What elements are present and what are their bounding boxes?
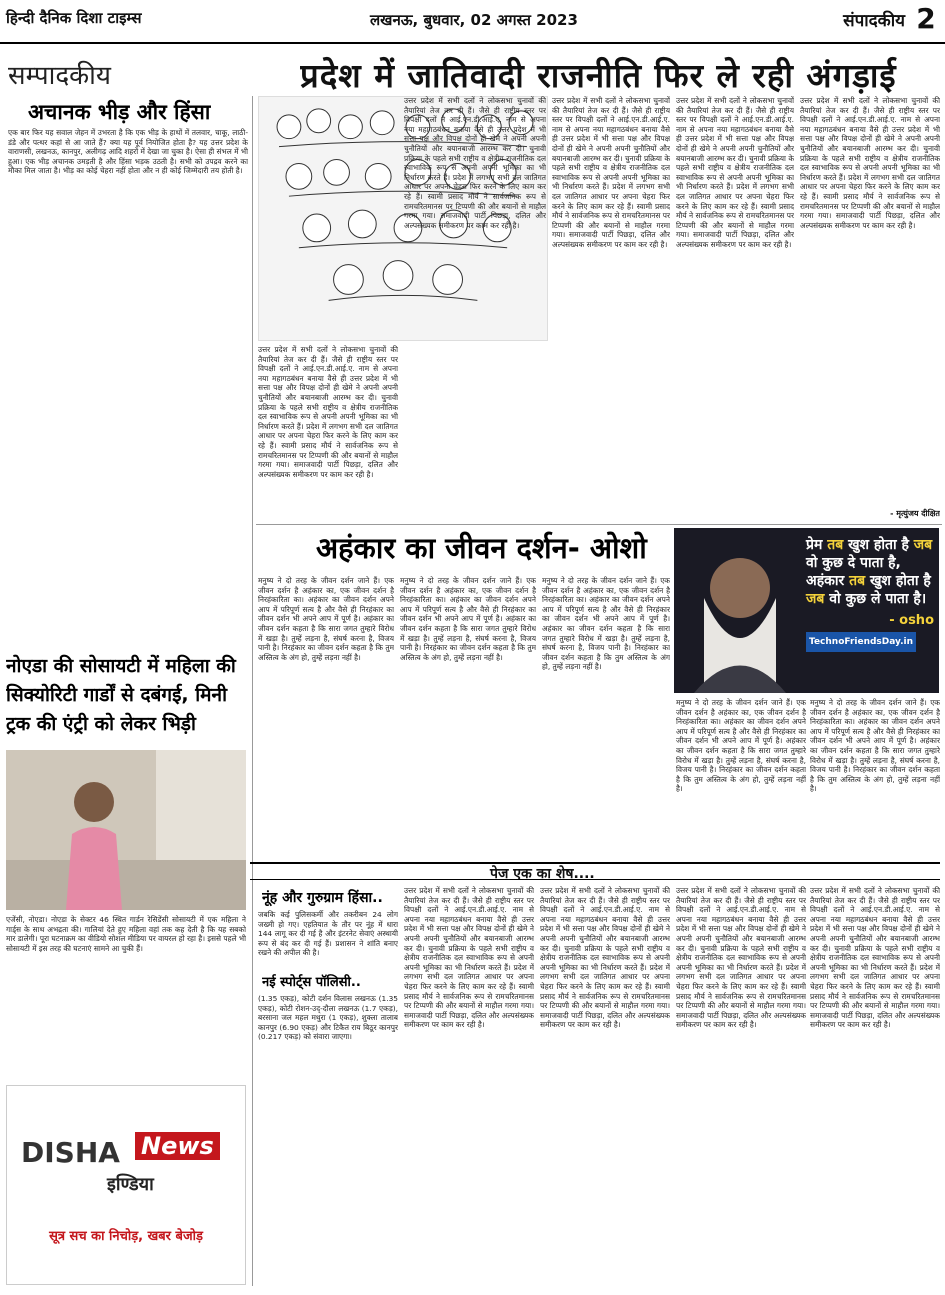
caste-story-byline: - मृत्युंजय दीक्षित <box>890 509 940 518</box>
ad-brand-news: News <box>135 1132 220 1160</box>
continued-col4: उत्तर प्रदेश में सभी दलों ने लोकसभा चुनावों की तैयारियां तेज कर दी हैं। जैसे ही राष्ट्रीय स्तर पर विपक्षी दलों ने आई.एन.डी.आई.ए. नाम से अपना नया महागठबंधन बनाया वैसे ही उत्तर प्रदेश में भी सत्ता पक्ष और विपक्ष दोनों ही खेमे ने अपनी अपनी चुनौतियों और बयानबाजी आरम्भ कर दी। चुनावी प्रक्रिया के पहले सभी राष्ट्रीय व क्षेत्रीय राजनीतिक दल स्वाभाविक रूप से अपनी अपनी भूमिका का भी निर्धारण करते हैं। प्रदेश में लगभग सभी दल जातिगत आधार पर अपना चेहरा फिर करने के लिए काम कर रहे हैं। स्वामी प्रसाद मौर्य ने सार्वजनिक रूप से रामचरितमानस पर टिप्पणी की और बयानों से माहौल गरमा गया। समाजवादी पार्टी पिछड़ा, दलित और अल्पसंख्यक समीकरण पर काम कर रही है। <box>810 886 940 1030</box>
caste-story-col1: उत्तर प्रदेश में सभी दलों ने लोकसभा चुनावों की तैयारियां तेज कर दी हैं। जैसे ही राष्ट्रीय स्तर पर विपक्षी दलों ने आई.एन.डी.आई.ए. नाम से अपना नया महागठबंधन बनाया वैसे ही उत्तर प्रदेश में भी सत्ता पक्ष और विपक्ष दोनों ही खेमे ने अपनी अपनी चुनौतियों और बयानबाजी आरम्भ कर दी। चुनावी प्रक्रिया के पहले सभी राष्ट्रीय व क्षेत्रीय राजनीतिक दल स्वाभाविक रूप से अपनी अपनी भूमिका का भी निर्धारण करते हैं। प्रदेश में लगभग सभी दल जातिगत आधार पर अपना चेहरा फिर करने के लिए काम कर रहे हैं। स्वामी प्रसाद मौर्य ने सार्वजनिक रूप से रामचरितमानस पर टिप्पणी की और बयानों से माहौल गरमा गया। समाजवादी पार्टी पिछड़ा, दलित और अल्पसंख्यक समीकरण पर काम कर रही है। <box>258 345 398 479</box>
column-head: सम्पादकीय <box>8 61 111 91</box>
ad-tagline: सूत्र सच का निचोड़, खबर बेजोड़ <box>49 1229 203 1244</box>
main-title: प्रदेश में जातिवादी राजनीति फिर ले रही अंगड़ाई <box>300 56 897 95</box>
osho-site: TechnoFriendsDay.in <box>806 632 916 652</box>
nuh-text: जबकि कई पुलिसकर्मी और तकरीबन 24 लोग जख्मी हो गए। एहतियात के तौर पर नूंह में धारा 144 लागू कर दी गई है और इंटरनेट सेवाएं अस्थायी रूप से बंद कर दी गई हैं। प्रशासन ने शांति बनाए रखने की अपील की है। <box>258 910 398 958</box>
editorial-headline: अचानक भीड़ और हिंसा <box>28 100 211 124</box>
page-number: 2 <box>916 2 936 35</box>
caste-story-col2: उत्तर प्रदेश में सभी दलों ने लोकसभा चुनावों की तैयारियां तेज कर दी हैं। जैसे ही राष्ट्रीय स्तर पर विपक्षी दलों ने आई.एन.डी.आई.ए. नाम से अपना नया महागठबंधन बनाया वैसे ही उत्तर प्रदेश में भी सत्ता पक्ष और विपक्ष दोनों ही खेमे ने अपनी अपनी चुनौतियों और बयानबाजी आरम्भ कर दी। चुनावी प्रक्रिया के पहले सभी राष्ट्रीय व क्षेत्रीय राजनीतिक दल स्वाभाविक रूप से अपनी अपनी भूमिका का भी निर्धारण करते हैं। प्रदेश में लगभग सभी दल जातिगत आधार पर अपना चेहरा फिर करने के लिए काम कर रहे हैं। स्वामी प्रसाद मौर्य ने सार्वजनिक रूप से रामचरितमानस पर टिप्पणी की और बयानों से माहौल गरमा गया। समाजवादी पार्टी पिछड़ा, दलित और अल्पसंख्यक समीकरण पर काम कर रही है। <box>404 96 546 230</box>
osho-quote: प्रेम तब खुश होता है जब वो कुछ दे पाता है, अहंकार तब खुश होता है जब वो कुछ ले पाता है। - osho TechnoFriendsDay.in <box>806 536 934 652</box>
osho-headline: अहंकार का जीवन दर्शन- ओशो <box>316 531 647 565</box>
continued-col3: उत्तर प्रदेश में सभी दलों ने लोकसभा चुनावों की तैयारियां तेज कर दी हैं। जैसे ही राष्ट्रीय स्तर पर विपक्षी दलों ने आई.एन.डी.आई.ए. नाम से अपना नया महागठबंधन बनाया वैसे ही उत्तर प्रदेश में भी सत्ता पक्ष और विपक्ष दोनों ही खेमे ने अपनी अपनी चुनौतियों और बयानबाजी आरम्भ कर दी। चुनावी प्रक्रिया के पहले सभी राष्ट्रीय व क्षेत्रीय राजनीतिक दल स्वाभाविक रूप से अपनी अपनी भूमिका का भी निर्धारण करते हैं। प्रदेश में लगभग सभी दल जातिगत आधार पर अपना चेहरा फिर करने के लिए काम कर रहे हैं। स्वामी प्रसाद मौर्य ने सार्वजनिक रूप से रामचरितमानस पर टिप्पणी की और बयानों से माहौल गरमा गया। समाजवादी पार्टी पिछड़ा, दलित और अल्पसंख्यक समीकरण पर काम कर रही है। <box>676 886 806 1030</box>
osho-attribution: - osho <box>889 613 934 628</box>
continued-col1: उत्तर प्रदेश में सभी दलों ने लोकसभा चुनावों की तैयारियां तेज कर दी हैं। जैसे ही राष्ट्रीय स्तर पर विपक्षी दलों ने आई.एन.डी.आई.ए. नाम से अपना नया महागठबंधन बनाया वैसे ही उत्तर प्रदेश में भी सत्ता पक्ष और विपक्ष दोनों ही खेमे ने अपनी अपनी चुनौतियों और बयानबाजी आरम्भ कर दी। चुनावी प्रक्रिया के पहले सभी राष्ट्रीय व क्षेत्रीय राजनीतिक दल स्वाभाविक रूप से अपनी अपनी भूमिका का भी निर्धारण करते हैं। प्रदेश में लगभग सभी दल जातिगत आधार पर अपना चेहरा फिर करने के लिए काम कर रहे हैं। स्वामी प्रसाद मौर्य ने सार्वजनिक रूप से रामचरितमानस पर टिप्पणी की और बयानों से माहौल गरमा गया। समाजवादी पार्टी पिछड़ा, दलित और अल्पसंख्यक समीकरण पर काम कर रही है। <box>404 886 534 1030</box>
sports-policy-headline: नई स्पोर्ट्स पॉलिसी.. <box>262 975 361 990</box>
noida-headline: नोएडा की सोसायटी में महिला की सिक्योरिटी गार्डों से दबंगई, मिनी ट्रक की एंट्री को लेकर भिड़ी <box>6 655 236 735</box>
editorial-text: एक बार फिर यह सवाल जेहन में उभरता है कि एक भीड़ के हाथों में तलवार, चाकू, लाठी-डंडे और पत्थर कहां से आ जाते हैं? क्या यह पूर्व नियोजित होता है? यह उत्तर प्रदेश के वाराणसी, लखनऊ, कानपुर, अलीगढ़ आदि शहरों में देखा जा चुका है। ऐसा ही संभल में भी हुआ। एक भीड़ अचानक उमड़ती है और हिंसा भड़क उठती है। सभी को उपद्रव करने का मौका मिल जाता है। भीड़ का कोई चेहरा नहीं होता और न ही कोई जिम्मेदारी तय होती है। <box>8 128 248 176</box>
page-one-continuation-divider: पेज एक का शेष.... <box>250 862 940 880</box>
osho-text-col1: मनुष्य ने दो तरह के जीवन दर्शन जाने हैं। एक जीवन दर्शन है अहंकार का, एक जीवन दर्शन है निरहंकारिता का। अहंकार का जीवन दर्शन अपने आप में परिपूर्ण सत्य है और वैसे ही निरहंकार का जीवन दर्शन भी अपने आप में पूर्ण है। अहंकार का जीवन दर्शन कहता है कि सारा जगत तुम्हारे विरोध में खड़ा है। तुम्हें लड़ना है, संघर्ष करना है, विजय पानी है। निरहंकार का जीवन दर्शन कहता है कि तुम अस्तित्व के अंग हो, तुम्हें लड़ना नहीं है। <box>258 576 394 662</box>
ad-subtitle: इण्डिया <box>107 1174 154 1195</box>
dateline: लखनऊ, बुधवार, 02 अगस्त 2023 <box>370 11 578 29</box>
caste-story-col4: उत्तर प्रदेश में सभी दलों ने लोकसभा चुनावों की तैयारियां तेज कर दी हैं। जैसे ही राष्ट्रीय स्तर पर विपक्षी दलों ने आई.एन.डी.आई.ए. नाम से अपना नया महागठबंधन बनाया वैसे ही उत्तर प्रदेश में भी सत्ता पक्ष और विपक्ष दोनों ही खेमे ने अपनी अपनी चुनौतियों और बयानबाजी आरम्भ कर दी। चुनावी प्रक्रिया के पहले सभी राष्ट्रीय व क्षेत्रीय राजनीतिक दल स्वाभाविक रूप से अपनी अपनी भूमिका का भी निर्धारण करते हैं। प्रदेश में लगभग सभी दल जातिगत आधार पर अपना चेहरा फिर करने के लिए काम कर रहे हैं। स्वामी प्रसाद मौर्य ने सार्वजनिक रूप से रामचरितमानस पर टिप्पणी की और बयानों से माहौल गरमा गया। समाजवादी पार्टी पिछड़ा, दलित और अल्पसंख्यक समीकरण पर काम कर रही है। <box>676 96 794 249</box>
masthead <box>0 0 945 44</box>
ad-brand: DISHA <box>21 1136 120 1169</box>
disha-news-ad[interactable] <box>6 1085 246 1285</box>
osho-text-col4: मनुष्य ने दो तरह के जीवन दर्शन जाने हैं। एक जीवन दर्शन है अहंकार का, एक जीवन दर्शन है निरहंकारिता का। अहंकार का जीवन दर्शन अपने आप में परिपूर्ण सत्य है और वैसे ही निरहंकार का जीवन दर्शन भी अपने आप में पूर्ण है। अहंकार का जीवन दर्शन कहता है कि सारा जगत तुम्हारे विरोध में खड़ा है। तुम्हें लड़ना है, संघर्ष करना है, विजय पानी है। निरहंकार का जीवन दर्शन कहता है कि तुम अस्तित्व के अंग हो, तुम्हें लड़ना नहीं है। <box>676 698 806 794</box>
noida-photo <box>6 750 246 910</box>
continued-col2: उत्तर प्रदेश में सभी दलों ने लोकसभा चुनावों की तैयारियां तेज कर दी हैं। जैसे ही राष्ट्रीय स्तर पर विपक्षी दलों ने आई.एन.डी.आई.ए. नाम से अपना नया महागठबंधन बनाया वैसे ही उत्तर प्रदेश में भी सत्ता पक्ष और विपक्ष दोनों ही खेमे ने अपनी अपनी चुनौतियों और बयानबाजी आरम्भ कर दी। चुनावी प्रक्रिया के पहले सभी राष्ट्रीय व क्षेत्रीय राजनीतिक दल स्वाभाविक रूप से अपनी अपनी भूमिका का भी निर्धारण करते हैं। प्रदेश में लगभग सभी दल जातिगत आधार पर अपना चेहरा फिर करने के लिए काम कर रहे हैं। स्वामी प्रसाद मौर्य ने सार्वजनिक रूप से रामचरितमानस पर टिप्पणी की और बयानों से माहौल गरमा गया। समाजवादी पार्टी पिछड़ा, दलित और अल्पसंख्यक समीकरण पर काम कर रही है। <box>540 886 670 1030</box>
osho-quote-image <box>674 528 939 693</box>
osho-text-col2: मनुष्य ने दो तरह के जीवन दर्शन जाने हैं। एक जीवन दर्शन है अहंकार का, एक जीवन दर्शन है निरहंकारिता का। अहंकार का जीवन दर्शन अपने आप में परिपूर्ण सत्य है और वैसे ही निरहंकार का जीवन दर्शन भी अपने आप में पूर्ण है। अहंकार का जीवन दर्शन कहता है कि सारा जगत तुम्हारे विरोध में खड़ा है। तुम्हें लड़ना है, संघर्ष करना है, विजय पानी है। निरहंकार का जीवन दर्शन कहता है कि तुम अस्तित्व के अंग हो, तुम्हें लड़ना नहीं है। <box>400 576 536 662</box>
sports-policy-text: (1.35 एकड़), कोटी दर्शन विलास लखनऊ (1.35 एकड़), कोटी रोशन-उद्-दौला लखनऊ (1.7 एकड़), बरसाना जल महल मथुरा (1 एकड़), शुक्ला तालाब कानपुर (6.90 एकड़) और टिकैत राय बिठूर कानपुर (0.217 एकड़) को संवारा जाएगा। <box>258 994 398 1042</box>
caste-story-col5: उत्तर प्रदेश में सभी दलों ने लोकसभा चुनावों की तैयारियां तेज कर दी हैं। जैसे ही राष्ट्रीय स्तर पर विपक्षी दलों ने आई.एन.डी.आई.ए. नाम से अपना नया महागठबंधन बनाया वैसे ही उत्तर प्रदेश में भी सत्ता पक्ष और विपक्ष दोनों ही खेमे ने अपनी अपनी चुनौतियों और बयानबाजी आरम्भ कर दी। चुनावी प्रक्रिया के पहले सभी राष्ट्रीय व क्षेत्रीय राजनीतिक दल स्वाभाविक रूप से अपनी अपनी भूमिका का भी निर्धारण करते हैं। प्रदेश में लगभग सभी दल जातिगत आधार पर अपना चेहरा फिर करने के लिए काम कर रहे हैं। स्वामी प्रसाद मौर्य ने सार्वजनिक रूप से रामचरितमानस पर टिप्पणी की और बयानों से माहौल गरमा गया। समाजवादी पार्टी पिछड़ा, दलित और अल्पसंख्यक समीकरण पर काम कर रही है। <box>800 96 940 230</box>
caste-story-col3: उत्तर प्रदेश में सभी दलों ने लोकसभा चुनावों की तैयारियां तेज कर दी हैं। जैसे ही राष्ट्रीय स्तर पर विपक्षी दलों ने आई.एन.डी.आई.ए. नाम से अपना नया महागठबंधन बनाया वैसे ही उत्तर प्रदेश में भी सत्ता पक्ष और विपक्ष दोनों ही खेमे ने अपनी अपनी चुनौतियों और बयानबाजी आरम्भ कर दी। चुनावी प्रक्रिया के पहले सभी राष्ट्रीय व क्षेत्रीय राजनीतिक दल स्वाभाविक रूप से अपनी अपनी भूमिका का भी निर्धारण करते हैं। प्रदेश में लगभग सभी दल जातिगत आधार पर अपना चेहरा फिर करने के लिए काम कर रहे हैं। स्वामी प्रसाद मौर्य ने सार्वजनिक रूप से रामचरितमानस पर टिप्पणी की और बयानों से माहौल गरमा गया। समाजवादी पार्टी पिछड़ा, दलित और अल्पसंख्यक समीकरण पर काम कर रही है। <box>552 96 670 249</box>
osho-text-col5: मनुष्य ने दो तरह के जीवन दर्शन जाने हैं। एक जीवन दर्शन है अहंकार का, एक जीवन दर्शन है निरहंकारिता का। अहंकार का जीवन दर्शन अपने आप में परिपूर्ण सत्य है और वैसे ही निरहंकार का जीवन दर्शन भी अपने आप में पूर्ण है। अहंकार का जीवन दर्शन कहता है कि सारा जगत तुम्हारे विरोध में खड़ा है। तुम्हें लड़ना है, संघर्ष करना है, विजय पानी है। निरहंकार का जीवन दर्शन कहता है कि तुम अस्तित्व के अंग हो, तुम्हें लड़ना नहीं है। <box>810 698 940 794</box>
nuh-headline: नूंह और गुरुग्राम हिंसा.. <box>262 890 383 906</box>
osho-text-col3: मनुष्य ने दो तरह के जीवन दर्शन जाने हैं। एक जीवन दर्शन है अहंकार का, एक जीवन दर्शन है निरहंकारिता का। अहंकार का जीवन दर्शन अपने आप में परिपूर्ण सत्य है और वैसे ही निरहंकार का जीवन दर्शन भी अपने आप में पूर्ण है। अहंकार का जीवन दर्शन कहता है कि सारा जगत तुम्हारे विरोध में खड़ा है। तुम्हें लड़ना है, संघर्ष करना है, विजय पानी है। निरहंकार का जीवन दर्शन कहता है कि तुम अस्तित्व के अंग हो, तुम्हें लड़ना नहीं है। <box>542 576 670 672</box>
section-name: संपादकीय <box>843 11 905 31</box>
noida-text: एजेंसी, नोएडा। नोएडा के सेक्टर 46 स्थित गार्डन रेसिडेंसी सोसायटी में एक महिला ने गार्ड्स के साथ अभद्रता की। गालियां देते हुए महिला वहां तक कह देती है कि यह सबको मार डालेगी। पूरा घटनाक्रम का वीडियो सोशल मीडिया पर वायरल हो रहा है। इससे पहले भी सोसायटी में इस तरह की घटनाएं सामने आ चुकी हैं। <box>6 915 246 953</box>
paper-name: हिन्दी दैनिक दिशा टाइम्स <box>6 9 142 27</box>
